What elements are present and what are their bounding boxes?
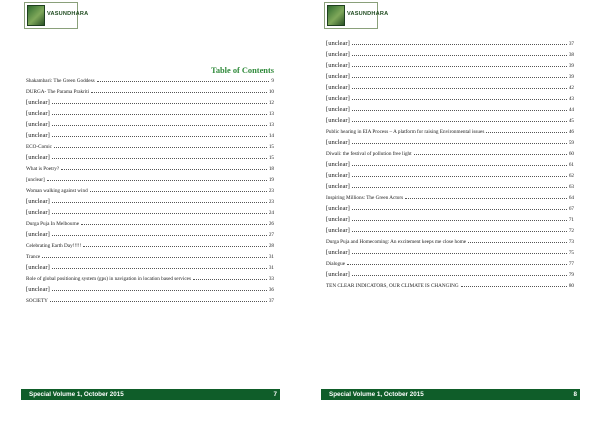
toc-entry-page: 15 <box>268 155 274 161</box>
toc-entry-page: 26 <box>268 221 274 227</box>
toc-entry[interactable] <box>26 227 274 238</box>
toc-entry[interactable] <box>26 194 274 205</box>
toc-entry[interactable] <box>26 293 274 304</box>
dot-leader <box>54 147 267 148</box>
dot-leader <box>486 132 566 133</box>
toc-entry-title: [unclear] <box>326 216 350 223</box>
toc-entry[interactable] <box>26 282 274 293</box>
dot-leader <box>52 136 267 137</box>
toc-entry-page: 73 <box>568 239 574 245</box>
toc-entry[interactable] <box>326 234 574 245</box>
toc-entry[interactable] <box>26 106 274 117</box>
footer-page-number: 8 <box>573 391 577 398</box>
toc-entry[interactable] <box>26 95 274 106</box>
dot-leader <box>405 198 567 199</box>
footer-volume: Special Volume 1, October 2015 <box>329 391 424 398</box>
toc-entry-title: [unclear] <box>326 51 350 58</box>
toc-entry-page: 31 <box>268 265 274 271</box>
toc-entry-page: 33 <box>268 276 274 282</box>
footer-volume: Special Volume 1, October 2015 <box>29 391 124 398</box>
toc-entry[interactable] <box>26 150 274 161</box>
dot-leader <box>193 279 267 280</box>
toc-entry-page: 77 <box>568 261 574 267</box>
toc-entry-page: 63 <box>568 184 574 190</box>
dot-leader <box>47 180 267 181</box>
toc-entry-title: Diwali: the festival of pollution free light <box>326 151 412 157</box>
dot-leader <box>352 121 567 122</box>
toc-entry[interactable] <box>326 256 574 267</box>
toc-entry[interactable] <box>326 36 574 47</box>
dot-leader <box>52 114 267 115</box>
toc-entry[interactable] <box>326 102 574 113</box>
dot-leader <box>352 165 567 166</box>
toc-entry-title: [unclear] <box>326 183 350 190</box>
dot-leader <box>90 191 267 192</box>
dot-leader <box>91 92 267 93</box>
toc-entry[interactable] <box>26 172 274 183</box>
toc-entry[interactable] <box>326 135 574 146</box>
dot-leader <box>352 66 567 67</box>
dot-leader <box>42 257 267 258</box>
toc-entry-page: 39 <box>568 74 574 80</box>
toc-entry-title: Shakambari: The Green Goddess <box>26 78 95 84</box>
toc-entry-title: [unclear] <box>26 209 50 216</box>
toc-entry[interactable] <box>326 157 574 168</box>
dot-leader <box>352 209 567 210</box>
toc-entry-page: 9 <box>271 78 274 84</box>
toc-entry[interactable] <box>26 249 274 260</box>
toc-entry-title: [unclear] <box>326 172 350 179</box>
toc-entry[interactable] <box>26 117 274 128</box>
toc-entry-page: 42 <box>568 85 574 91</box>
dot-leader <box>352 88 567 89</box>
dot-leader <box>52 213 267 214</box>
toc-entry[interactable] <box>326 201 574 212</box>
toc-entry[interactable] <box>26 216 274 227</box>
dot-leader <box>52 235 267 236</box>
toc-entry[interactable] <box>26 84 274 95</box>
logo-image <box>27 5 45 26</box>
toc-entry[interactable] <box>326 91 574 102</box>
logo-title: VASUNDHARA <box>47 11 89 18</box>
page-footer <box>21 389 280 400</box>
toc-entry-page: 18 <box>268 166 274 172</box>
toc-entry-title: DURGA- The Parama Prakriti <box>26 89 90 95</box>
dot-leader <box>352 275 567 276</box>
toc-entry-title: What is Poetry? <box>26 166 60 172</box>
toc-entry-page: 23 <box>268 199 274 205</box>
toc-entry-page: 71 <box>568 217 574 223</box>
toc-entry-page: 75 <box>568 250 574 256</box>
toc-entry[interactable] <box>26 238 274 249</box>
toc-entry-page: 28 <box>268 243 274 249</box>
toc-list <box>326 36 574 289</box>
dot-leader <box>352 77 567 78</box>
dot-leader <box>97 81 270 82</box>
toc-entry-page: 10 <box>268 89 274 95</box>
toc-entry-title: Dialogue <box>326 261 346 267</box>
toc-entry-title: [unclear] <box>326 106 350 113</box>
toc-entry-page: 14 <box>268 133 274 139</box>
toc-entry[interactable] <box>326 223 574 234</box>
toc-entry-page: 27 <box>268 232 274 238</box>
dot-leader <box>81 224 267 225</box>
toc-list <box>26 73 274 304</box>
dot-leader <box>352 231 567 232</box>
toc-entry-title: [unclear] <box>326 40 350 47</box>
footer-page-number: 7 <box>273 391 277 398</box>
toc-entry[interactable] <box>326 113 574 124</box>
dot-leader <box>52 103 267 104</box>
toc-entry-title: [unclear] <box>326 95 350 102</box>
dot-leader <box>52 290 267 291</box>
dot-leader <box>352 110 567 111</box>
dot-leader <box>352 55 567 56</box>
toc-entry-page: 39 <box>568 63 574 69</box>
logo-text <box>47 12 88 19</box>
toc-entry[interactable] <box>326 124 574 135</box>
toc-entry-title: SOCIETY <box>26 298 48 304</box>
toc-entry-title: [unclear] <box>326 139 350 146</box>
toc-entry-page: 60 <box>568 151 574 157</box>
toc-entry-title: [unclear] <box>326 62 350 69</box>
toc-entry[interactable] <box>326 190 574 201</box>
toc-entry-title: Trance <box>26 254 41 260</box>
dot-leader <box>352 176 567 177</box>
toc-entry[interactable] <box>326 245 574 256</box>
dot-leader <box>468 242 567 243</box>
dot-leader <box>461 286 567 287</box>
toc-entry-page: 12 <box>268 100 274 106</box>
toc-entry-title: [unclear] <box>326 117 350 124</box>
toc-entry-title: Woman walking against wind <box>26 188 88 194</box>
toc-entry-page: 45 <box>568 118 574 124</box>
toc-entry-title: Role of global positioning system (gps) in navigation in location based services <box>26 276 191 282</box>
logo-title: VASUNDHARA <box>347 11 389 18</box>
toc-entry-title: [unclear] <box>26 154 50 161</box>
dot-leader <box>52 268 267 269</box>
dot-leader <box>352 187 567 188</box>
dot-leader <box>352 220 567 221</box>
dot-leader <box>352 44 567 45</box>
toc-entry[interactable] <box>326 212 574 223</box>
toc-entry[interactable] <box>26 161 274 172</box>
toc-entry-page: 24 <box>268 210 274 216</box>
toc-entry-page: 23 <box>268 188 274 194</box>
toc-entry-title: [unclear] <box>26 286 50 293</box>
toc-entry[interactable] <box>326 267 574 278</box>
toc-entry[interactable] <box>326 58 574 69</box>
toc-entry-page: 80 <box>568 283 574 289</box>
toc-entry[interactable] <box>26 139 274 150</box>
toc-entry-title: [unclear] <box>26 132 50 139</box>
toc-entry-title: [unclear] <box>326 205 350 212</box>
magazine-logo <box>24 2 89 29</box>
toc-entry-title: [unclear] <box>326 271 350 278</box>
dot-leader <box>352 143 567 144</box>
toc-entry[interactable] <box>26 183 274 194</box>
toc-entry-title: Durga Puja In Melbourne <box>26 221 80 227</box>
toc-entry-title: [unclear] <box>26 99 50 106</box>
toc-entry[interactable] <box>326 278 574 289</box>
toc-entry[interactable] <box>26 73 274 84</box>
toc-entry-title: [unclear] <box>26 121 50 128</box>
toc-entry[interactable] <box>326 47 574 58</box>
toc-entry-title: Durga Puja and Homecoming: An excitement keeps me close home <box>326 239 467 245</box>
toc-entry-page: 19 <box>268 177 274 183</box>
dot-leader <box>61 169 267 170</box>
toc-entry-title: [unclear] <box>26 177 45 183</box>
toc-entry-page: 13 <box>268 122 274 128</box>
toc-entry-page: 79 <box>568 272 574 278</box>
toc-entry-page: 67 <box>568 206 574 212</box>
toc-entry[interactable] <box>326 179 574 190</box>
toc-entry-title: [unclear] <box>326 161 350 168</box>
toc-entry-title: [unclear] <box>26 198 50 205</box>
toc-entry[interactable] <box>326 146 574 157</box>
toc-entry-page: 37 <box>268 298 274 304</box>
toc-entry-page: 43 <box>568 96 574 102</box>
page-footer <box>321 389 580 400</box>
toc-entry-page: 13 <box>268 111 274 117</box>
dot-leader <box>352 99 567 100</box>
toc-entry-page: 36 <box>268 287 274 293</box>
toc-entry[interactable] <box>26 205 274 216</box>
toc-entry-page: 62 <box>568 173 574 179</box>
logo-text <box>347 12 388 19</box>
toc-entry-page: 64 <box>568 195 574 201</box>
toc-entry-page: 37 <box>568 41 574 47</box>
toc-entry[interactable] <box>326 168 574 179</box>
toc-entry[interactable] <box>26 271 274 282</box>
toc-entry-page: 31 <box>268 254 274 260</box>
toc-entry-page: 44 <box>568 107 574 113</box>
toc-entry[interactable] <box>26 260 274 271</box>
dot-leader <box>52 125 267 126</box>
toc-entry-page: 59 <box>568 140 574 146</box>
toc-entry-title: TEN CLEAR INDICATORS, OUR CLIMATE IS CHANGING <box>326 283 459 289</box>
dot-leader <box>352 253 567 254</box>
toc-entry-title: [unclear] <box>26 231 50 238</box>
toc-entry-title: [unclear] <box>326 73 350 80</box>
toc-entry-title: Celebrating Earth Day!!!!! <box>26 243 82 249</box>
toc-entry-page: 38 <box>568 52 574 58</box>
toc-entry-page: 61 <box>568 162 574 168</box>
logo-image <box>327 5 345 26</box>
dot-leader <box>50 301 267 302</box>
toc-entry-page: 46 <box>568 129 574 135</box>
toc-entry-title: [unclear] <box>326 227 350 234</box>
toc-entry-title: Public hearing in EIA Process – A platform for raising Environmental issues <box>326 129 485 135</box>
toc-entry[interactable] <box>26 128 274 139</box>
toc-entry[interactable] <box>326 80 574 91</box>
magazine-logo <box>324 2 389 29</box>
dot-leader <box>414 154 567 155</box>
dot-leader <box>52 158 267 159</box>
right-page <box>300 0 600 425</box>
toc-entry[interactable] <box>326 69 574 80</box>
toc-entry-title: [unclear] <box>326 84 350 91</box>
toc-entry-title: [unclear] <box>26 110 50 117</box>
toc-entry-title: [unclear] <box>26 264 50 271</box>
toc-entry-page: 72 <box>568 228 574 234</box>
toc-entry-title: [unclear] <box>326 249 350 256</box>
dot-leader <box>52 202 267 203</box>
toc-heading: Table of Contents <box>211 66 274 75</box>
dot-leader <box>83 246 267 247</box>
toc-entry-page: 15 <box>268 144 274 150</box>
dot-leader <box>347 264 567 265</box>
toc-entry-title: ECO-Comic <box>26 144 52 150</box>
toc-entry-title: Inspiring Millions: The Green Actors <box>326 195 404 201</box>
